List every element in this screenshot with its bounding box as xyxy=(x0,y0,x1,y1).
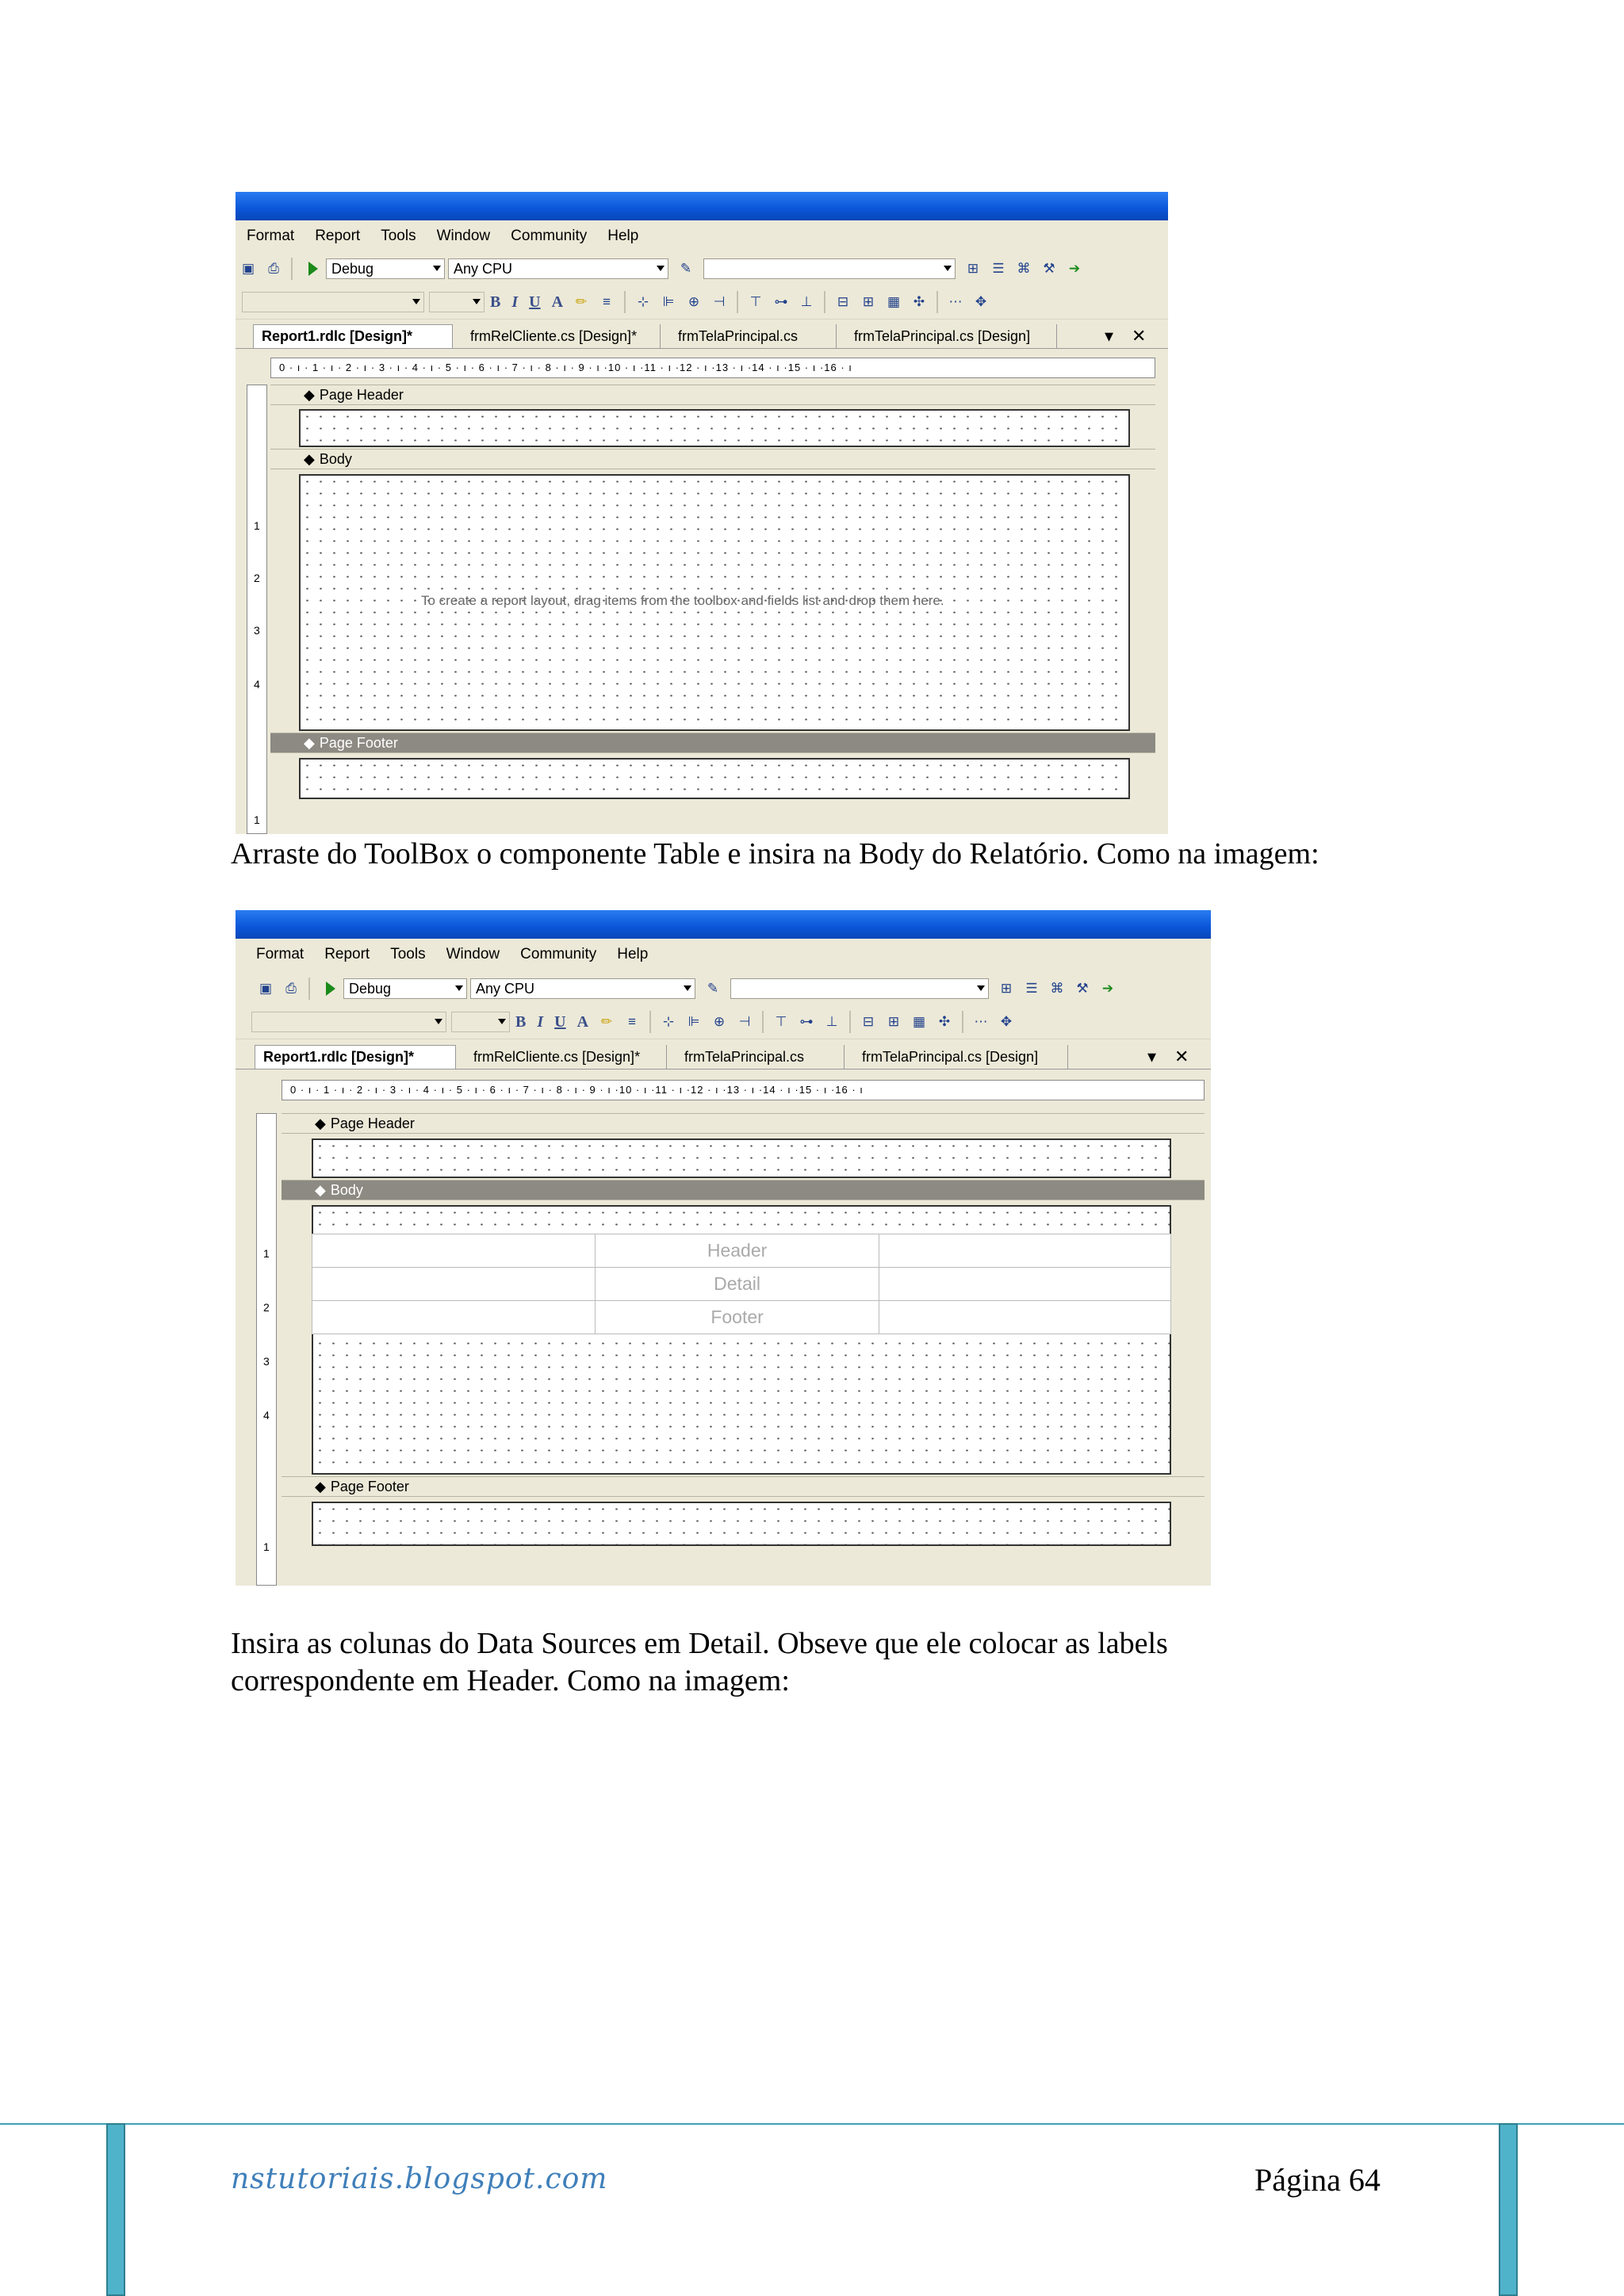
tab-label: frmRelCliente.cs [Design]* xyxy=(470,327,638,344)
align-center-icon[interactable]: ⊕ xyxy=(688,294,700,309)
platform-value: Any CPU xyxy=(454,260,513,277)
toolbar-separator xyxy=(824,291,825,313)
tab-label: frmTelaPrincipal.cs xyxy=(684,1048,805,1065)
instruction-paragraph-2: Insira as colunas do Data Sources em Detail. Obseve que ele colocar as labels correspondente em Header. Como na imagem: xyxy=(231,1627,1168,1697)
chevron-down-icon xyxy=(435,1019,442,1024)
chevron-down-icon xyxy=(473,299,481,304)
tab-label: frmTelaPrincipal.cs xyxy=(678,327,799,344)
find-in-files-icon[interactable]: ✎ xyxy=(707,981,719,996)
find-combo[interactable] xyxy=(703,258,956,279)
find-in-files-icon[interactable]: ✎ xyxy=(680,261,692,276)
tab-frmtelaprincipal-design[interactable] xyxy=(854,1045,1068,1069)
tab-label: frmTelaPrincipal.cs [Design] xyxy=(862,1048,1039,1065)
chevron-down-icon xyxy=(657,266,665,271)
properties-icon[interactable]: ☰ xyxy=(1025,981,1038,996)
chevron-down-icon xyxy=(455,985,463,991)
toolbar-separator xyxy=(737,291,738,313)
menu-report[interactable]: Report xyxy=(315,228,361,244)
tab-list-icon[interactable]: ▾ xyxy=(1147,1047,1157,1066)
bold-button[interactable]: B xyxy=(490,293,501,311)
tab-report1-design[interactable] xyxy=(255,1045,456,1069)
table-cell[interactable]: Footer xyxy=(596,1301,879,1334)
vruler-label: 3 xyxy=(263,1355,270,1368)
align-middle-icon[interactable]: ⊶ xyxy=(774,294,788,309)
vertical-ruler xyxy=(247,385,267,834)
vruler-label: 1 xyxy=(254,813,260,826)
center-icon[interactable]: ✣ xyxy=(913,294,925,309)
toolbox-icon[interactable]: ⚒ xyxy=(1076,981,1089,996)
align-top-icon[interactable]: ⊤ xyxy=(775,1014,787,1029)
object-browser-icon[interactable]: ⌘ xyxy=(1017,261,1031,276)
underline-button[interactable]: U xyxy=(529,293,541,311)
menu-tools[interactable]: Tools xyxy=(390,946,426,962)
toolbar-separator xyxy=(291,258,293,280)
vruler-label: 4 xyxy=(263,1409,270,1422)
page-header-label: Page Header xyxy=(319,387,404,403)
page-footer-area[interactable] xyxy=(299,758,1130,799)
document-tabs xyxy=(236,320,1168,349)
align-bottom-icon[interactable]: ⊥ xyxy=(825,1014,838,1029)
body-band[interactable] xyxy=(270,449,1155,469)
properties-icon[interactable]: ☰ xyxy=(992,261,1005,276)
menu-community[interactable]: Community xyxy=(520,946,597,962)
page-footer-label: Page Footer xyxy=(319,735,398,751)
font-size-select[interactable] xyxy=(451,1012,510,1032)
vruler-label: 1 xyxy=(263,1540,270,1553)
configuration-select[interactable] xyxy=(343,978,467,999)
font-color-button[interactable]: A xyxy=(576,1012,589,1031)
toolbar-separator xyxy=(936,291,938,313)
table-row[interactable] xyxy=(312,1234,1171,1268)
align-bottom-icon[interactable]: ⊥ xyxy=(800,294,813,309)
tab-label: frmRelCliente.cs [Design]* xyxy=(473,1048,641,1065)
tab-frmtelaprincipal[interactable] xyxy=(676,1045,845,1069)
spacing-icon[interactable]: ⋯ xyxy=(974,1014,988,1029)
footer-left-bar xyxy=(106,2123,125,2296)
center-icon[interactable]: ✣ xyxy=(938,1014,951,1029)
report-table[interactable] xyxy=(312,1234,1171,1334)
page-header-area[interactable] xyxy=(299,409,1130,447)
same-width-icon[interactable]: ⊟ xyxy=(837,294,849,309)
italic-button[interactable]: I xyxy=(537,1012,544,1031)
page-header-band[interactable] xyxy=(270,385,1155,405)
align-center-icon[interactable]: ⊕ xyxy=(713,1014,726,1029)
page-header-area[interactable] xyxy=(312,1138,1171,1178)
footer-site-link[interactable]: nstutoriais.blogspot.com xyxy=(231,2163,608,2195)
same-width-icon[interactable]: ⊟ xyxy=(862,1014,875,1029)
menu-format[interactable]: Format xyxy=(247,228,295,244)
configuration-value: Debug xyxy=(349,980,392,997)
platform-select[interactable] xyxy=(448,258,668,279)
window-titlebar xyxy=(236,910,1211,939)
menu-bar xyxy=(236,939,1211,970)
tab-list-icon[interactable]: ▾ xyxy=(1105,326,1114,346)
section-marker-icon: ◆ xyxy=(304,451,315,467)
format-toolbar xyxy=(236,285,1168,320)
chevron-down-icon xyxy=(684,985,691,991)
tab-report1-design[interactable] xyxy=(253,324,453,348)
highlight-icon[interactable]: ✏ xyxy=(575,294,588,309)
vruler-label: 1 xyxy=(254,519,260,532)
toolbox-icon[interactable]: ⚒ xyxy=(1043,261,1055,276)
toolbar-separator xyxy=(962,1011,963,1033)
chevron-down-icon xyxy=(944,266,952,271)
same-size-icon[interactable]: ▦ xyxy=(913,1014,926,1029)
chevron-down-icon xyxy=(433,266,441,271)
section-marker-icon: ◆ xyxy=(304,735,315,751)
platform-value: Any CPU xyxy=(476,980,535,997)
page-header-band[interactable] xyxy=(282,1113,1205,1134)
save-icon[interactable]: ▣ xyxy=(259,981,273,996)
print-icon[interactable]: ⎙ xyxy=(268,261,279,276)
menu-window[interactable]: Window xyxy=(436,228,491,244)
same-height-icon[interactable]: ⊞ xyxy=(887,1014,900,1029)
tab-frmtelaprincipal-design[interactable] xyxy=(846,324,1057,348)
menu-help[interactable]: Help xyxy=(607,228,639,244)
section-marker-icon: ◆ xyxy=(315,1115,326,1131)
layout-grid-icon[interactable]: ⊹ xyxy=(662,1014,675,1029)
menu-help[interactable]: Help xyxy=(617,946,649,962)
section-marker-icon: ◆ xyxy=(315,1182,326,1198)
vertical-ruler xyxy=(256,1113,277,1586)
body-band[interactable] xyxy=(282,1180,1205,1200)
table-row[interactable] xyxy=(312,1268,1171,1301)
document-tabs xyxy=(236,1040,1211,1070)
solution-explorer-icon[interactable]: ⊞ xyxy=(1000,981,1013,996)
print-icon[interactable]: ⎙ xyxy=(285,981,297,996)
align-middle-icon[interactable]: ⊶ xyxy=(799,1014,814,1029)
designer-hint-text: To create a report layout, drag items from the toolbox and fields list and drop them here. xyxy=(421,593,944,608)
format-toolbar xyxy=(236,1005,1211,1039)
align-left-icon[interactable]: ⊫ xyxy=(688,1014,700,1029)
menu-bar xyxy=(236,220,1168,252)
chevron-down-icon xyxy=(977,985,985,991)
start-debug-icon[interactable] xyxy=(308,262,318,276)
toolbar-separator xyxy=(308,978,310,1000)
align-icon[interactable]: ≡ xyxy=(628,1014,636,1029)
table-row[interactable] xyxy=(312,1301,1171,1334)
object-browser-icon[interactable]: ⌘ xyxy=(1050,981,1064,996)
section-marker-icon: ◆ xyxy=(315,1479,326,1494)
page-header-label: Page Header xyxy=(330,1115,415,1131)
page-footer-label: Page Footer xyxy=(330,1479,409,1494)
table-cell[interactable]: Header xyxy=(596,1234,879,1268)
underline-button[interactable]: U xyxy=(554,1012,566,1031)
close-icon[interactable]: ✕ xyxy=(1132,326,1147,346)
move-icon[interactable]: ✥ xyxy=(1000,1014,1013,1029)
page-footer-area[interactable] xyxy=(312,1502,1171,1546)
horizontal-ruler: 0 · ı · 1 · ı · 2 · ı · 3 · ı · 4 · ı · 5 · ı · 6 · ı · 7 · ı · 8 · ı · 9 · ı ·10 · ı ·11 · ı ·12 · ı ·13 · ı ·14 · ı ·15 · ı ·16 · ı xyxy=(270,358,1155,378)
tab-frmtelaprincipal[interactable] xyxy=(670,324,837,348)
configuration-value: Debug xyxy=(331,260,374,277)
vruler-label: 1 xyxy=(263,1247,270,1260)
section-marker-icon: ◆ xyxy=(304,387,315,403)
menu-window[interactable]: Window xyxy=(446,946,500,962)
align-right-icon[interactable]: ⊣ xyxy=(713,294,726,309)
platform-select[interactable] xyxy=(470,978,695,999)
instruction-paragraph-1: Arraste do ToolBox o componente Table e insira na Body do Relatório. Como na imagem: xyxy=(231,837,1320,871)
tab-label: frmTelaPrincipal.cs [Design] xyxy=(854,327,1031,344)
page-number: Página 64 xyxy=(1254,2162,1381,2198)
window-titlebar xyxy=(236,192,1168,220)
solution-explorer-icon[interactable]: ⊞ xyxy=(967,261,979,276)
align-right-icon[interactable]: ⊣ xyxy=(738,1014,751,1029)
footer-right-bar xyxy=(1499,2123,1518,2296)
configuration-select[interactable] xyxy=(326,258,445,279)
chevron-down-icon xyxy=(498,1019,506,1024)
toolbar-separator xyxy=(762,1011,764,1033)
page-footer-band[interactable] xyxy=(282,1476,1205,1497)
table-cell[interactable]: Detail xyxy=(596,1268,879,1301)
align-icon[interactable]: ≡ xyxy=(603,294,611,309)
tab-label: Report1.rdlc [Design]* xyxy=(263,1049,415,1065)
start-debug-icon[interactable] xyxy=(326,982,335,996)
body-label: Body xyxy=(330,1182,363,1198)
save-icon[interactable]: ▣ xyxy=(241,261,255,276)
layout-grid-icon[interactable]: ⊹ xyxy=(637,294,649,309)
font-name-select[interactable] xyxy=(251,1012,446,1032)
vruler-label: 3 xyxy=(254,624,260,637)
highlight-icon[interactable]: ✏ xyxy=(600,1014,613,1029)
footer-divider xyxy=(0,2123,1624,2125)
toolbar-separator xyxy=(624,291,626,313)
report-designer-screenshot-2 xyxy=(236,910,1211,1586)
tab-frmrelcliente-design[interactable] xyxy=(465,1045,667,1069)
menu-community[interactable]: Community xyxy=(511,228,588,244)
menu-report[interactable]: Report xyxy=(324,946,370,962)
move-icon[interactable]: ✥ xyxy=(975,294,987,309)
toolbar-separator xyxy=(649,1011,651,1033)
vruler-label: 2 xyxy=(263,1301,270,1314)
vruler-label: 2 xyxy=(254,572,260,584)
close-icon[interactable]: ✕ xyxy=(1174,1047,1189,1066)
font-color-button[interactable]: A xyxy=(551,293,564,311)
font-name-select[interactable] xyxy=(242,292,424,312)
menu-tools[interactable]: Tools xyxy=(381,228,416,244)
standard-toolbar xyxy=(236,252,1168,286)
find-combo[interactable] xyxy=(730,978,989,999)
body-label: Body xyxy=(319,451,352,467)
spacing-icon[interactable]: ⋯ xyxy=(948,294,963,309)
same-size-icon[interactable]: ▦ xyxy=(887,294,901,309)
start-page-icon[interactable]: ➔ xyxy=(1101,981,1114,996)
standard-toolbar xyxy=(236,972,1211,1006)
menu-format[interactable]: Format xyxy=(256,946,304,962)
tab-frmrelcliente-design[interactable] xyxy=(462,324,661,348)
tab-label: Report1.rdlc [Design]* xyxy=(262,328,413,344)
toolbar-separator xyxy=(849,1011,851,1033)
vruler-label: 4 xyxy=(254,678,260,691)
bold-button[interactable]: B xyxy=(515,1012,527,1031)
font-size-select[interactable] xyxy=(429,292,485,312)
same-height-icon[interactable]: ⊞ xyxy=(862,294,875,309)
report-designer-screenshot-1 xyxy=(236,192,1168,834)
align-top-icon[interactable]: ⊤ xyxy=(749,294,762,309)
start-page-icon[interactable]: ➔ xyxy=(1068,261,1081,276)
align-left-icon[interactable]: ⊫ xyxy=(662,294,675,309)
chevron-down-icon xyxy=(412,299,420,304)
horizontal-ruler: 0 · ı · 1 · ı · 2 · ı · 3 · ı · 4 · ı · 5 · ı · 6 · ı · 7 · ı · 8 · ı · 9 · ı ·10 · ı ·11 · ı ·12 · ı ·13 · ı ·14 · ı ·15 · ı ·16 · ı xyxy=(282,1080,1205,1100)
page-footer-band[interactable] xyxy=(270,733,1155,753)
italic-button[interactable]: I xyxy=(511,293,519,311)
